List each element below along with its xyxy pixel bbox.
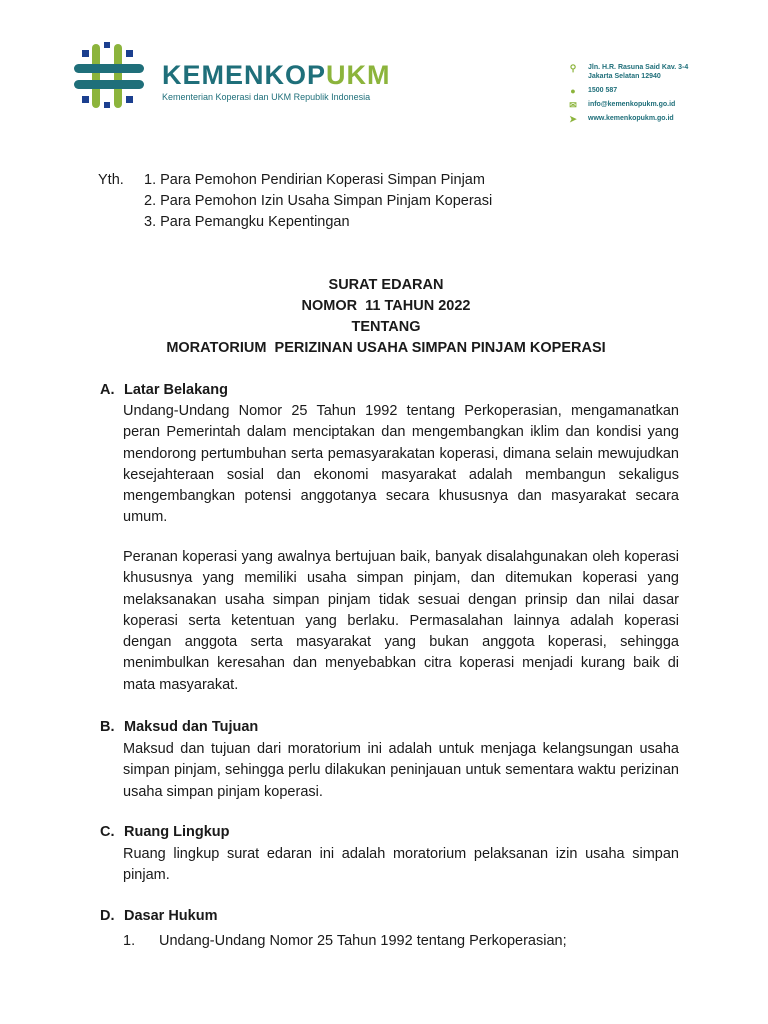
section-c-heading (100, 822, 230, 843)
brand-accent: UKM (326, 60, 391, 90)
brand-main: KEMENKOP (162, 60, 327, 90)
web-icon: ➤ (569, 114, 577, 124)
title-line-4: MORATORIUM PERIZINAN USAHA SIMPAN PINJAM KOPERASI (166, 340, 606, 356)
phone-icon: ● (570, 86, 576, 96)
section-a-paragraph-1: Undang-Undang Nomor 25 Tahun 1992 tentang Perkoperasian, mengamanatkan peran Pemerintah dalam menciptakan dan mengembangkan iklim dan kondisi yang mendorong pertumbuhan serta pemasyarakatan koperasi, dimana selain mewujudkan kesejahteraan sosial dan ekonomi masyarakat adalah membangun sekaligus mengembangkan potensi anggotanya secara khususnya dan masyarakat secara umum. (123, 403, 679, 526)
contact-block (568, 63, 758, 128)
law-item-text: Undang-Undang Nomor 25 Tahun 1992 tentang Perkoperasian; (159, 933, 567, 949)
contact-address-line1: Jln. H.R. Rasuna Said Kav. 3-4 (588, 64, 689, 71)
addressee-item: 1. Para Pemohon Pendirian Koperasi Simpan Pinjam (144, 172, 485, 188)
title-line-2: NOMOR 11 TAHUN 2022 (301, 298, 471, 314)
title-line-3: TENTANG (351, 319, 421, 335)
addressee-item: 3. Para Pemangku Kepentingan (144, 214, 350, 230)
section-c-title: Ruang Lingkup (124, 824, 230, 840)
section-b-heading (100, 717, 258, 738)
addressee-list (144, 170, 624, 233)
addressee-item: 2. Para Pemohon Izin Usaha Simpan Pinjam Koperasi (144, 193, 493, 209)
mail-icon: ✉ (569, 100, 577, 110)
contact-email-text: info@kemenkopukm.go.id (588, 101, 676, 108)
brand-subtitle: Kementerian Koperasi dan UKM Republik Indonesia (162, 92, 371, 102)
law-item-number: 1. (123, 933, 136, 949)
brand-name (162, 60, 391, 90)
section-b-paragraph: Maksud dan tujuan dari moratorium ini adalah untuk menjaga kelangsungan usaha simpan pinjam, sehingga perlu dilakukan peninjauan untuk sementara waktu perizinan usaha simpan pinjam koperasi. (123, 741, 679, 800)
contact-web-text: www.kemenkopukm.go.id (588, 115, 674, 122)
contact-web (568, 114, 758, 123)
location-pin-icon: ⚲ (569, 63, 577, 73)
section-a-letter: A. (100, 382, 115, 398)
title-line-1: SURAT EDARAN (328, 277, 444, 293)
section-d-letter: D. (100, 908, 115, 924)
section-a-paragraph-2: Peranan koperasi yang awalnya bertujuan baik, banyak disalahgunakan oleh koperasi khususnya yang memiliki usaha simpan pinjam, dan ditemukan koperasi yang melaksanakan usaha simpan pinjam tidak sesuai dengan prinsip dan nilai dasar koperasi serta ketentuan yang berlaku. Permasalahan lainnya adalah koperasi dengan anggota serta masyarakat yang bukan anggota koperasi, sehingga menimbulkan keresahan dan menyebabkan citra koperasi menjadi kurang baik di mata masyarakat. (123, 549, 679, 693)
contact-address (568, 63, 758, 81)
section-c-letter: C. (100, 824, 115, 840)
section-a-title: Latar Belakang (124, 382, 228, 398)
section-d-heading (100, 906, 217, 927)
contact-phone (568, 86, 758, 95)
section-c-paragraph: Ruang lingkup surat edaran ini adalah moratorium pelaksanan izin usaha simpan pinjam. (123, 846, 679, 884)
contact-phone-text: 1500 587 (588, 87, 618, 94)
contact-email (568, 100, 758, 109)
contact-address-line2: Jakarta Selatan 12940 (588, 73, 661, 80)
brand-block (162, 60, 391, 102)
section-b-title: Maksud dan Tujuan (124, 719, 259, 735)
document-title (98, 275, 674, 359)
kemenkop-logo-icon (70, 40, 148, 112)
law-list-item (123, 931, 683, 952)
section-a-heading (100, 380, 228, 401)
addressee-label: Yth. (98, 172, 124, 188)
section-b-letter: B. (100, 719, 115, 735)
section-d-title: Dasar Hukum (124, 908, 218, 924)
